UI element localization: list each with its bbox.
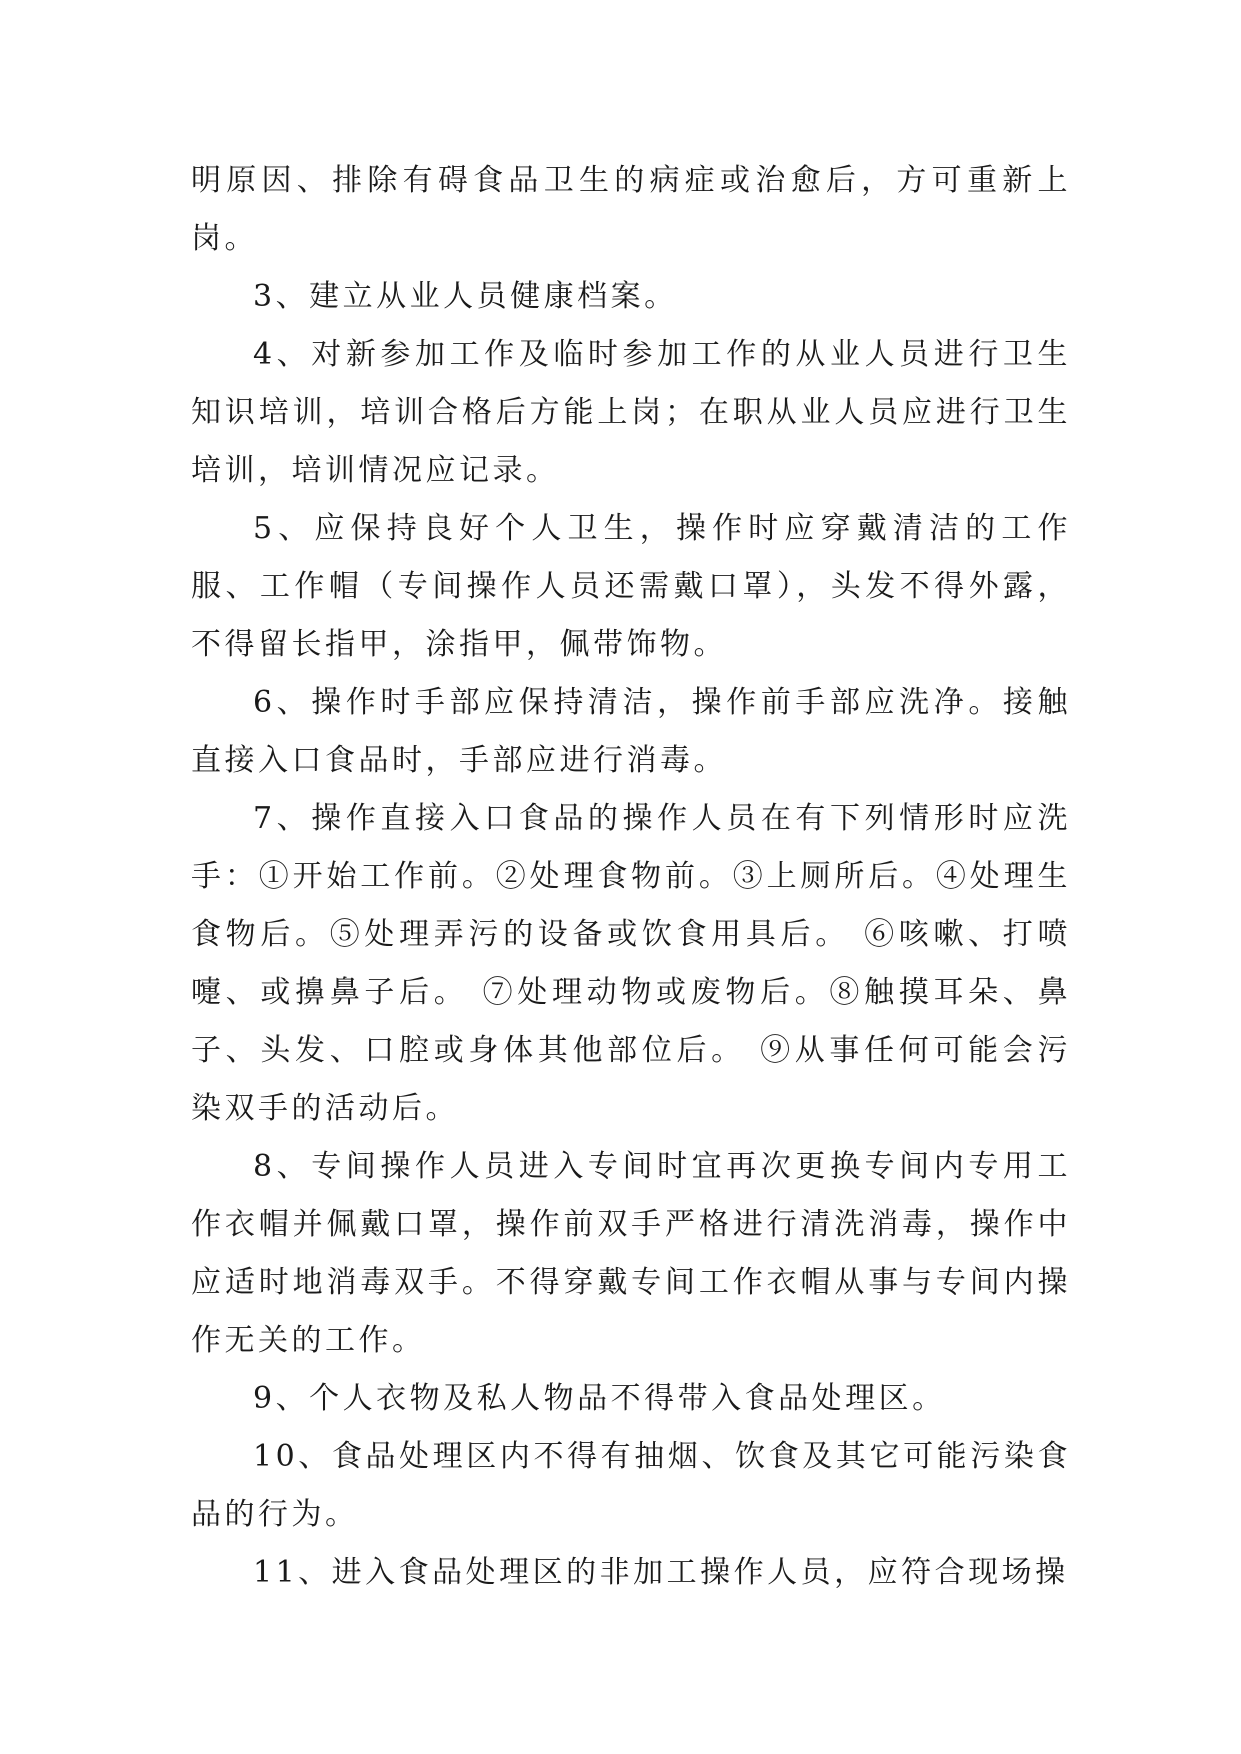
paragraph-item-11: 11、进入食品处理区的非加工操作人员，应符合现场操 (253, 1555, 1069, 1590)
paragraph-item-8: 8、专间操作人员进入专间时宜再次更换专间内专用工作衣帽并佩戴口罩，操作前双手严格进行清洗消毒，操作中应适时地消毒双手。不得穿戴专间工作衣帽从事与专间内操作无关的工作。 (191, 1149, 1071, 1358)
document-body (191, 152, 1071, 1602)
paragraph-item-10: 10、食品处理区内不得有抽烟、饮食及其它可能污染食品的行为。 (191, 1439, 1071, 1532)
paragraph-continuation: 明原因、排除有碍食品卫生的病症或治愈后，方可重新上岗。 (191, 163, 1071, 256)
paragraph-item-3: 3、建立从业人员健康档案。 (253, 279, 678, 314)
paragraph-item-9: 9、个人衣物及私人物品不得带入食品处理区。 (253, 1381, 946, 1416)
paragraph-item-5: 5、应保持良好个人卫生，操作时应穿戴清洁的工作服、工作帽（专间操作人员还需戴口罩），头发不得外露，不得留长指甲，涂指甲，佩带饰物。 (191, 511, 1071, 662)
paragraph-item-4: 4、对新参加工作及临时参加工作的从业人员进行卫生知识培训，培训合格后方能上岗；在职从业人员应进行卫生培训，培训情况应记录。 (191, 337, 1071, 488)
paragraph-item-6: 6、操作时手部应保持清洁，操作前手部应洗净。接触直接入口食品时，手部应进行消毒。 (191, 685, 1071, 778)
paragraph-item-7: 7、操作直接入口食品的操作人员在有下列情形时应洗手：①开始工作前。②处理食物前。③上厕所后。④处理生食物后。⑤处理弄污的设备或饮食用具后。 ⑥咳嗽、打喷嚏、或擤鼻子后。 ⑦处理动物或废物后。⑧触摸耳朵、鼻子、头发、口腔或身体其他部位后。 ⑨从事任何可能会污染双手的活动后。 (191, 801, 1071, 1126)
